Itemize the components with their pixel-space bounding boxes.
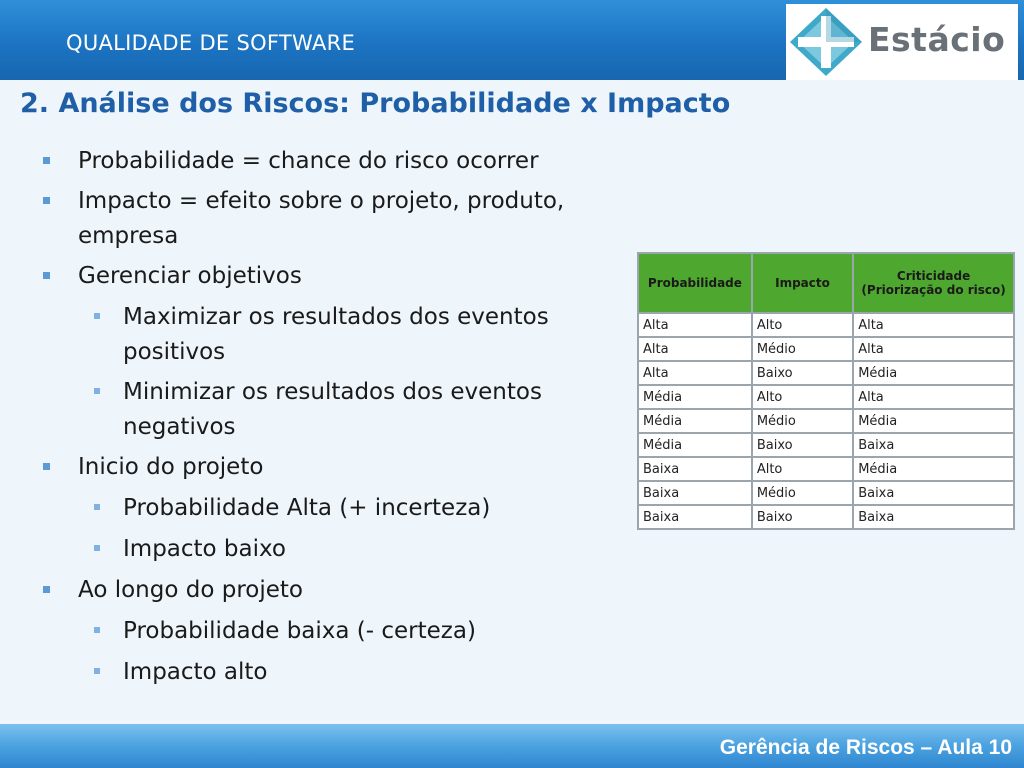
bullet-square-icon <box>43 272 50 279</box>
slide-title: 2. Análise dos Riscos: Probabilidade x Impacto <box>20 88 731 119</box>
table-row <box>638 361 1014 385</box>
table-cell: Alta <box>638 337 752 361</box>
bullet-square-icon <box>94 313 100 319</box>
bullet-text: Impacto baixo <box>123 536 286 562</box>
table-cell: Média <box>638 385 752 409</box>
table-cell: Baixa <box>853 505 1014 529</box>
header-criticidade: Criticidade (Priorização do risco) <box>853 253 1014 313</box>
bullet-text: Maximizar os resultados dos eventos positivos <box>123 304 549 365</box>
table-cell: Baixo <box>752 361 853 385</box>
bullet-text: Impacto alto <box>123 659 268 685</box>
sub-bullet-item <box>123 655 613 690</box>
footer-text: Gerência de Riscos – Aula 10 <box>719 736 1012 759</box>
table-cell: Baixo <box>752 433 853 457</box>
bullet-text: Impacto = efeito sobre o projeto, produto, empresa <box>78 188 565 249</box>
bullet-square-icon <box>43 157 50 164</box>
bullet-text: Ao longo do projeto <box>78 577 303 603</box>
risk-matrix-table <box>637 252 1015 530</box>
table-cell: Alta <box>853 337 1014 361</box>
bullet-square-icon <box>43 197 50 204</box>
table-row <box>638 481 1014 505</box>
table-cell: Baixa <box>638 457 752 481</box>
table-cell: Baixa <box>638 481 752 505</box>
footer-bar <box>0 724 1024 768</box>
table-row <box>638 337 1014 361</box>
bullet-item <box>78 450 638 485</box>
bullet-square-icon <box>94 627 100 633</box>
table-cell: Médio <box>752 409 853 433</box>
sub-bullet-item <box>123 532 613 567</box>
sub-bullet-item <box>123 614 613 649</box>
table-cell: Alta <box>638 361 752 385</box>
sub-bullet-item <box>123 375 613 445</box>
table-cell: Alta <box>638 313 752 337</box>
bullet-item <box>78 573 638 608</box>
table-cell: Médio <box>752 481 853 505</box>
table-cell: Baixo <box>752 505 853 529</box>
bullet-square-icon <box>94 388 100 394</box>
logo-text: Estácio <box>868 20 1006 59</box>
table-cell: Alta <box>853 385 1014 409</box>
course-title: QUALIDADE DE SOFTWARE <box>66 31 356 55</box>
bullet-text: Inicio do projeto <box>78 454 264 480</box>
bullet-square-icon <box>43 463 50 470</box>
table-cell: Baixa <box>853 481 1014 505</box>
table-cell: Alto <box>752 385 853 409</box>
bullet-square-icon <box>94 545 100 551</box>
bullet-text: Gerenciar objetivos <box>78 263 302 289</box>
table-cell: Média <box>853 361 1014 385</box>
bullet-text: Probabilidade baixa (- certeza) <box>123 618 476 644</box>
table-cell: Alto <box>752 457 853 481</box>
bullet-text: Probabilidade = chance do risco ocorrer <box>78 148 539 174</box>
table-cell: Baixa <box>638 505 752 529</box>
bullet-item <box>78 144 638 179</box>
bullet-item <box>78 184 638 254</box>
bullet-square-icon <box>94 504 100 510</box>
table-cell: Médio <box>752 337 853 361</box>
bullet-item <box>78 259 638 294</box>
table-cell: Alto <box>752 313 853 337</box>
table-row <box>638 457 1014 481</box>
table-cell: Baixa <box>853 433 1014 457</box>
table-cell: Média <box>638 409 752 433</box>
logo <box>786 4 1018 80</box>
table-header-row <box>638 253 1014 313</box>
table-cell: Média <box>853 457 1014 481</box>
table-cell: Alta <box>853 313 1014 337</box>
sub-bullet-item <box>123 491 613 526</box>
estacio-logo-icon <box>788 6 864 78</box>
bullet-text: Minimizar os resultados dos eventos negativos <box>123 379 542 440</box>
header-bar <box>0 0 1024 80</box>
table-cell: Média <box>638 433 752 457</box>
bullet-square-icon <box>94 668 100 674</box>
table-row <box>638 313 1014 337</box>
table-cell: Média <box>853 409 1014 433</box>
table-row <box>638 385 1014 409</box>
header-impacto: Impacto <box>752 253 853 313</box>
bullet-text: Probabilidade Alta (+ incerteza) <box>123 495 491 521</box>
header-probabilidade: Probabilidade <box>638 253 752 313</box>
bullet-square-icon <box>43 586 50 593</box>
sub-bullet-item <box>123 300 613 370</box>
table-row <box>638 409 1014 433</box>
table-row <box>638 505 1014 529</box>
table-row <box>638 433 1014 457</box>
